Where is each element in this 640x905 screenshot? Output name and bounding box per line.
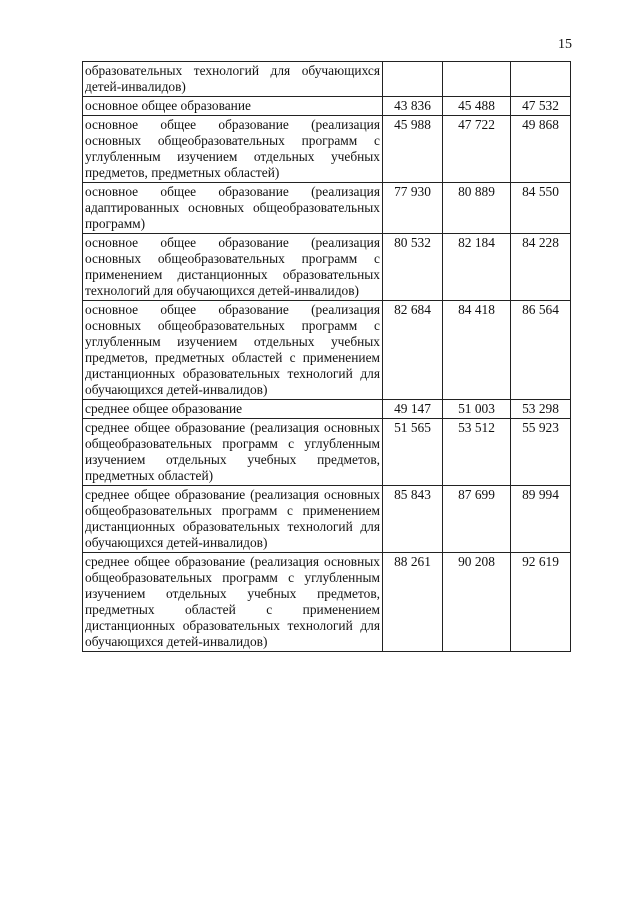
value-cell-year-2: 87 699	[443, 486, 511, 553]
table-row	[83, 400, 571, 419]
value-cell-year-1: 45 988	[383, 116, 443, 183]
value-cell-year-1: 85 843	[383, 486, 443, 553]
value-cell-year-1: 49 147	[383, 400, 443, 419]
table-row	[83, 486, 571, 553]
education-level-cell: среднее общее образование (реализация основных общеобразовательных программ с углубленным изучением отдельных учебных предметов, предметных областей с применением дистанционных образовательных технологий для обучающихся детей-инвалидов)	[83, 553, 383, 652]
value-cell-year-2: 47 722	[443, 116, 511, 183]
value-cell-year-2	[443, 62, 511, 97]
education-level-cell: основное общее образование (реализация основных общеобразовательных программ с углубленным изучением отдельных учебных предметов, предметных областей с применением дистанционных образовательных технологий для обучающихся детей-инвалидов)	[83, 301, 383, 400]
table-row	[83, 301, 571, 400]
education-level-cell: основное общее образование (реализация основных общеобразовательных программ с углубленным изучением отдельных учебных предметов, предметных областей)	[83, 116, 383, 183]
value-cell-year-3: 49 868	[511, 116, 571, 183]
value-cell-year-3	[511, 62, 571, 97]
value-cell-year-3: 55 923	[511, 419, 571, 486]
value-cell-year-3: 47 532	[511, 97, 571, 116]
education-level-cell: основное общее образование (реализация адаптированных основных общеобразовательных программ)	[83, 183, 383, 234]
value-cell-year-2: 80 889	[443, 183, 511, 234]
value-cell-year-1	[383, 62, 443, 97]
value-cell-year-3: 86 564	[511, 301, 571, 400]
value-cell-year-2: 53 512	[443, 419, 511, 486]
value-cell-year-3: 84 228	[511, 234, 571, 301]
education-level-cell: основное общее образование (реализация основных общеобразовательных программ с применением дистанционных образовательных технологий для обучающихся детей-инвалидов)	[83, 234, 383, 301]
table-row	[83, 97, 571, 116]
table-row	[83, 116, 571, 183]
value-cell-year-3: 92 619	[511, 553, 571, 652]
value-cell-year-3: 89 994	[511, 486, 571, 553]
page-number: 15	[558, 37, 572, 52]
education-level-cell: образовательных технологий для обучающихся детей-инвалидов)	[83, 62, 383, 97]
value-cell-year-1: 43 836	[383, 97, 443, 116]
value-cell-year-1: 51 565	[383, 419, 443, 486]
education-level-cell: среднее общее образование (реализация основных общеобразовательных программ с применением дистанционных образовательных технологий для обучающихся детей-инвалидов)	[83, 486, 383, 553]
table-row	[83, 183, 571, 234]
value-cell-year-1: 82 684	[383, 301, 443, 400]
table-row	[83, 62, 571, 97]
value-cell-year-2: 45 488	[443, 97, 511, 116]
value-cell-year-2: 84 418	[443, 301, 511, 400]
education-level-cell: основное общее образование	[83, 97, 383, 116]
value-cell-year-3: 53 298	[511, 400, 571, 419]
table-row	[83, 553, 571, 652]
value-cell-year-1: 88 261	[383, 553, 443, 652]
table-row	[83, 234, 571, 301]
education-level-cell: среднее общее образование	[83, 400, 383, 419]
value-cell-year-2: 90 208	[443, 553, 511, 652]
value-cell-year-1: 80 532	[383, 234, 443, 301]
value-cell-year-1: 77 930	[383, 183, 443, 234]
table-row	[83, 419, 571, 486]
value-cell-year-2: 51 003	[443, 400, 511, 419]
value-cell-year-3: 84 550	[511, 183, 571, 234]
normative-cost-table	[82, 61, 571, 652]
value-cell-year-2: 82 184	[443, 234, 511, 301]
education-level-cell: среднее общее образование (реализация основных общеобразовательных программ с углубленным изучением отдельных учебных предметов, предметных областей)	[83, 419, 383, 486]
